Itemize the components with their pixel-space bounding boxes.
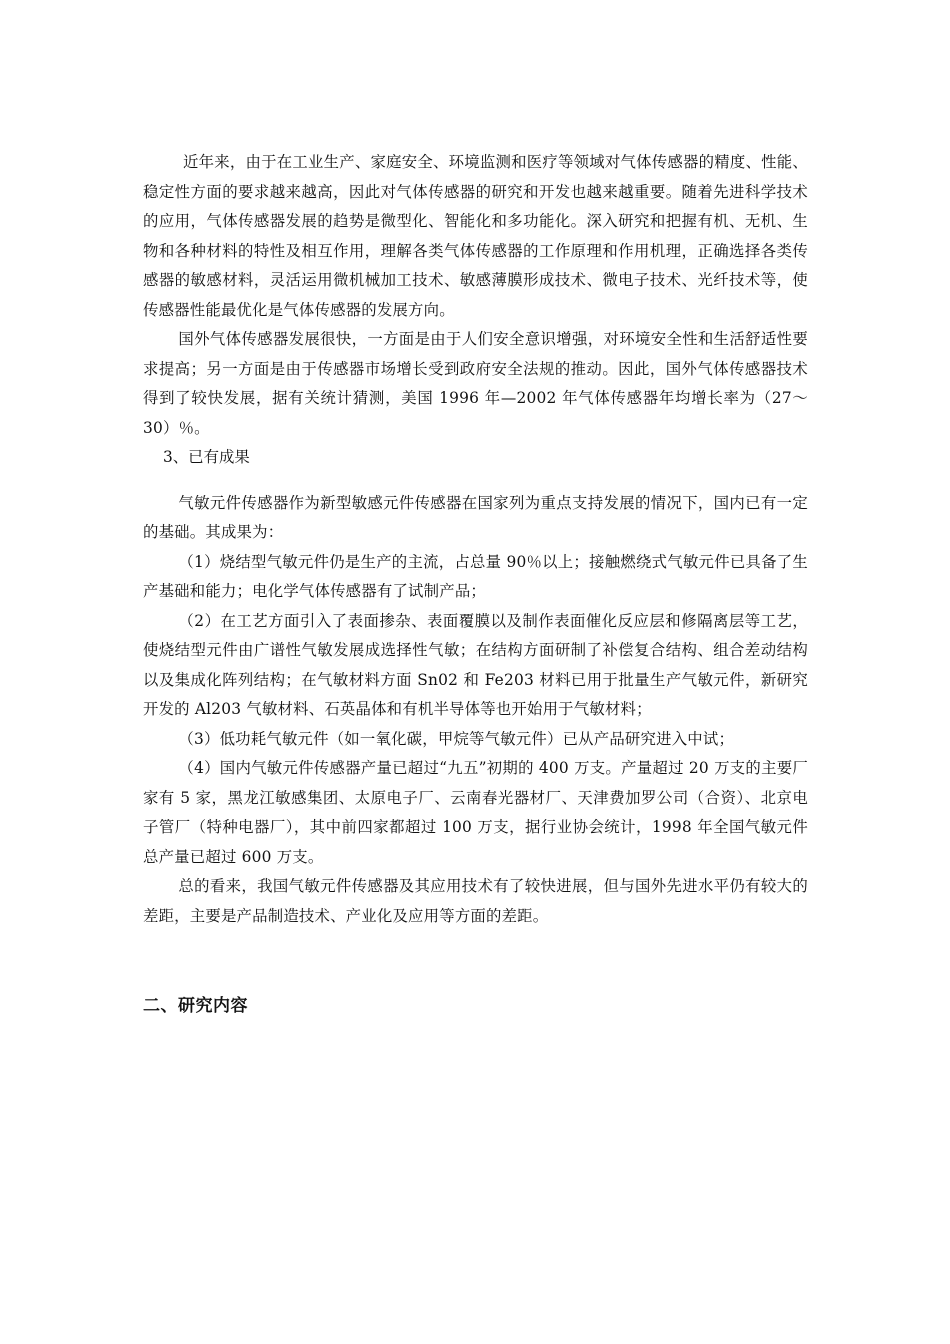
list-item-1: （1）烧结型气敏元件仍是生产的主流，占总量 90％以上；接触燃绕式气敏元件已具备了生产基础和能力；电化学气体传感器有了试制产品；: [143, 552, 808, 600]
list-item-3: （3）低功耗气敏元件（如一氧化碳，甲烷等气敏元件）已从产品研究进入中试；: [178, 729, 735, 748]
document-page: [143, 148, 808, 1021]
subheading-achievements: 3、已有成果: [163, 448, 250, 466]
list-item-2: （2）在工艺方面引入了表面掺杂、表面覆膜以及制作表面催化反应层和修隔离层等工艺，使烧结型元件由广谱性气敏发展成选择性气敏；在结构方面研制了补偿复合结构、组合差动结构以及集成化阵列结构；在气敏材料方面 Sn02 和 Fe203 材料已用于批量生产气敏元件，新研究开发的 Al203 气敏材料、石英晶体和有机半导体等也开始用于气敏材料；: [143, 611, 808, 718]
paragraph-intro: 近年来，由于在工业生产、家庭安全、环境监测和医疗等领域对气体传感器的精度、性能、稳定性方面的要求越来越高，因此对气体传感器的研究和开发也越来越重要。随着先进科学技术的应用，气体传感器发展的趋势是微型化、智能化和多功能化。深入研究和把握有机、无机、生物和各种材料的特性及相互作用，理解各类气体传感器的工作原理和作用机理，正确选择各类传感器的敏感材料，灵活运用微机械加工技术、敏感薄膜形成技术、微电子技术、光纤技术等，使传感器性能最优化是气体传感器的发展方向。: [143, 153, 808, 319]
paragraph-domestic: 气敏元件传感器作为新型敏感元件传感器在国家列为重点支持发展的情况下，国内已有一定的基础。其成果为：: [143, 493, 808, 541]
paragraph-foreign: 国外气体传感器发展很快，一方面是由于人们安全意识增强，对环境安全性和生活舒适性要求提高；另一方面是由于传感器市场增长受到政府安全法规的推动。因此，国外气体传感器技术得到了较快发展，据有关统计猜测，美国 1996 年—2002 年气体传感器年均增长率为（27～30）％。: [143, 330, 808, 437]
list-item-4: （4）国内气敏元件传感器产量已超过“九五”初期的 400 万支。产量超过 20 万支的主要厂家有 5 家，黑龙江敏感集团、太原电子厂、云南春光器材厂、天津费加罗公司（合资）、北京电子管厂（特种电器厂），其中前四家都超过 100 万支，据行业协会统计，1998 年全国气敏元件总产量已超过 600 万支。: [143, 759, 808, 866]
spacer: [143, 931, 808, 991]
paragraph-summary: 总的看来，我国气敏元件传感器及其应用技术有了较快进展，但与国外先进水平仍有较大的差距，主要是产品制造技术、产业化及应用等方面的差距。: [143, 877, 808, 925]
section-title: 二、研究内容: [143, 996, 248, 1016]
spacer: [143, 473, 808, 489]
